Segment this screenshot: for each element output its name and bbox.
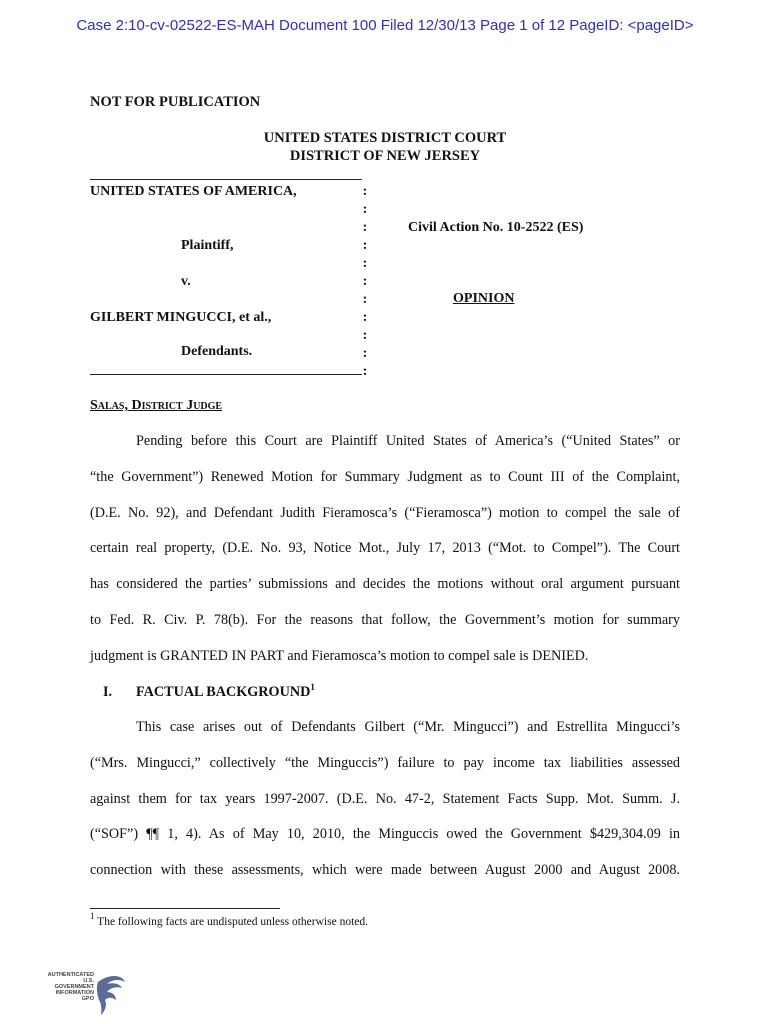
defendant-role: Defendants. bbox=[181, 344, 253, 359]
gpo-logo-text: AUTHENTICATED U.S. GOVERNMENT INFORMATION GPO bbox=[47, 972, 94, 1002]
caption-colon: : bbox=[362, 346, 368, 361]
caption-colon: : bbox=[362, 202, 368, 217]
caption-colon: : bbox=[362, 184, 368, 199]
body-line: to Fed. R. Civ. P. 78(b). For the reasons that follow, the Government’s motion for summary bbox=[90, 612, 680, 628]
footnote-text: The following facts are undisputed unless otherwise noted. bbox=[97, 916, 368, 928]
gpo-authentication-logo bbox=[46, 972, 128, 1020]
body-line: judgment is GRANTED IN PART and Fieramosca’s motion to compel sale is DENIED. bbox=[90, 648, 589, 664]
footnote bbox=[90, 911, 368, 928]
court-district: DISTRICT OF NEW JERSEY bbox=[289, 148, 481, 164]
defendant-name: GILBERT MINGUCCI, et al., bbox=[90, 310, 272, 325]
body-line: against them for tax years 1997-2007. (D.E. No. 47-2, Statement Facts Supp. Mot. Summ. J. bbox=[90, 791, 680, 807]
footnote-mark: 1 bbox=[90, 911, 95, 921]
caption-colon: : bbox=[362, 310, 368, 325]
civil-action-number: Civil Action No. 10-2522 (ES) bbox=[408, 220, 584, 235]
body-line: (D.E. No. 92), and Defendant Judith Fieramosca’s (“Fieramosca”) motion to compel the sale of bbox=[90, 505, 680, 521]
plaintiff-name: UNITED STATES OF AMERICA, bbox=[90, 184, 297, 199]
section-heading bbox=[136, 684, 315, 701]
caption-colon: : bbox=[362, 256, 368, 271]
plaintiff-role: Plaintiff, bbox=[181, 238, 234, 253]
caption-colon: : bbox=[362, 292, 368, 307]
caption-colon: : bbox=[362, 328, 368, 343]
footnote-reference: 1 bbox=[310, 682, 315, 692]
document-type: OPINION bbox=[453, 291, 515, 306]
body-line: (“Mrs. Mingucci,” collectively “the Minguccis”) failure to pay income tax liabilities assessed bbox=[90, 755, 680, 771]
versus: v. bbox=[181, 274, 191, 289]
publication-notice: NOT FOR PUBLICATION bbox=[90, 94, 261, 110]
body-line: connection with these assessments, which were made between August 2000 and August 2008. bbox=[90, 862, 680, 878]
case-header-stamp: Case 2:10-cv-02522-ES-MAH Document 100 Filed 12/30/13 Page 1 of 12 PageID: <pageID> bbox=[76, 17, 694, 34]
body-line: certain real property, (D.E. No. 93, Notice Mot., July 17, 2013 (“Mot. to Compel”). The Court bbox=[90, 540, 680, 556]
body-line: Pending before this Court are Plaintiff United States of America’s (“United States” or bbox=[136, 433, 680, 449]
caption-colon: : bbox=[362, 238, 368, 253]
body-line: has considered the parties’ submissions and decides the motions without oral argument pursuant bbox=[90, 576, 680, 592]
body-line: (“SOF”) ¶¶ 1, 4). As of May 10, 2010, the Minguccis owed the Government $429,304.09 in bbox=[90, 826, 680, 842]
body-line: “the Government”) Renewed Motion for Summary Judgment as to Count III of the Complaint, bbox=[90, 469, 680, 485]
judge-name: Salas, District Judge bbox=[90, 398, 223, 413]
caption-colon: : bbox=[362, 364, 368, 379]
caption-colon: : bbox=[362, 220, 368, 235]
body-line: This case arises out of Defendants Gilbert (“Mr. Mingucci”) and Estrellita Mingucci’s bbox=[136, 719, 680, 735]
caption-top-rule bbox=[90, 179, 362, 180]
caption-bottom-rule bbox=[90, 374, 362, 375]
section-number: I. bbox=[103, 684, 113, 700]
eagle-icon bbox=[94, 972, 128, 1018]
footnote-rule bbox=[90, 908, 280, 909]
court-name: UNITED STATES DISTRICT COURT bbox=[263, 130, 507, 146]
caption-colon: : bbox=[362, 274, 368, 289]
section-title: FACTUAL BACKGROUND bbox=[136, 684, 311, 700]
